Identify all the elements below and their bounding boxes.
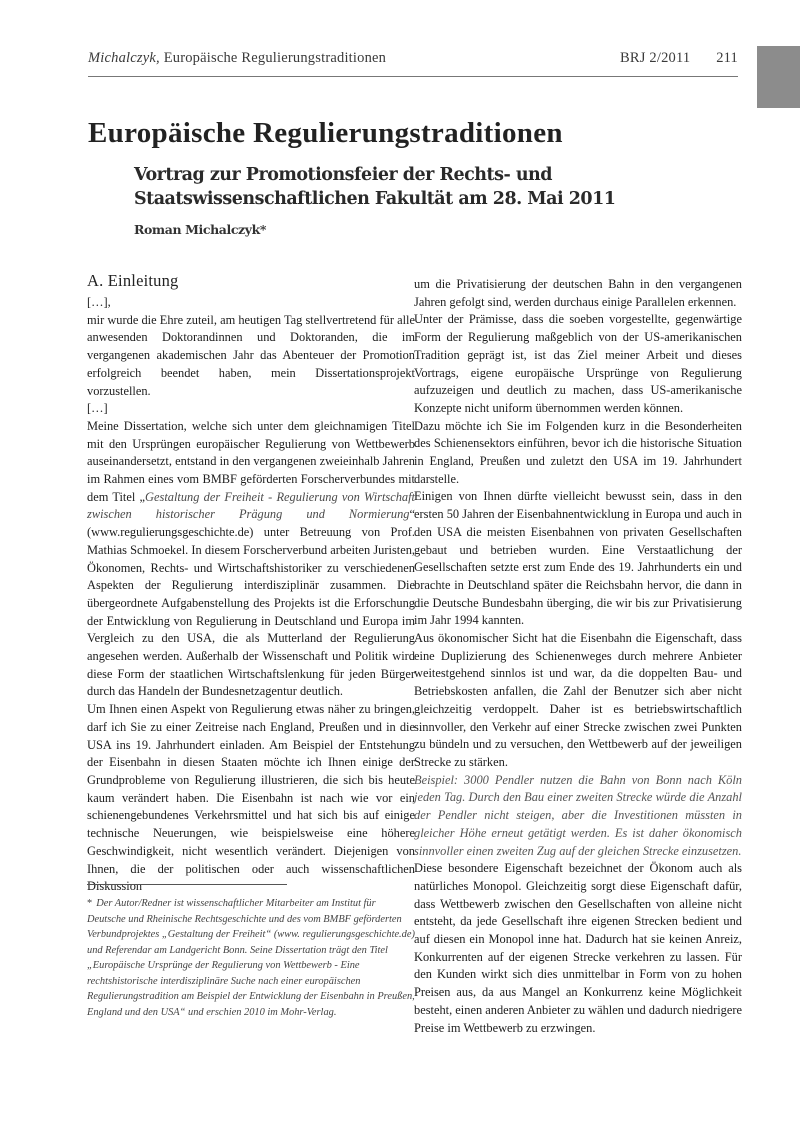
article-byline: Roman Michalczyk* <box>134 222 266 237</box>
footnote-mark: * <box>87 898 93 909</box>
header-author: Michalczyk, <box>88 50 160 66</box>
example-paragraph: Beispiel: 3000 Pendler nutzen die Bahn von Bonn nach Köln jeden Tag. Durch den Bau einer zweiten Strecke würde die Anzahl der Pendler nicht steigen, aber die Investitionen müssten in gleicher Höhe erneut getätigt werden. Es ist daher ökonomisch sinnvoller einen zweiten Zug auf der gleichen Strecke einzusetzen. <box>414 772 742 858</box>
right-column <box>414 276 742 1037</box>
ellipsis-2: […] <box>87 401 108 416</box>
paragraph-economics: Aus ökonomischer Sicht hat die Eisenbahn die Eigenschaft, dass eine Duplizierung des Schienenweges durch mehrere Anbieter weitestgehend sinnlos ist und war, da die doppelten Bau- und Betriebskosten anfallen, die Zahl der Benutzer sich aber nicht gleichzeitig verdoppelt. Daher ist es betriebswirtschaftlich sinnvoller, den Verkehr auf einer Strecke zwischen zwei Punkten zu bündeln und zu versuchen, den Wettbewerb auf der jeweiligen Strecke zu stärken. <box>414 631 742 769</box>
left-column <box>87 270 415 896</box>
paragraph-time-travel: Um Ihnen einen Aspekt von Regulierung etwas näher zu bringen, darf ich Sie zu einer Zeitreise nach England, Preußen und in die USA ins 19. Jahrhundert einladen. Am Beispiel der Entstehung der Eisenbahn in diesen Staaten möchte ich Ihnen einige der Grundprobleme von Regulierung illustrieren, die sich bis heute kaum verändert haben. Die Eisenbahn ist nach wie vor ein schienengebundenes Verkehrsmittel und hat sich bis auf einige technische Neuerungen, wie beispielsweise eine höhere Geschwindigkeit, nicht wesentlich verändert. Diejenigen von Ihnen, die der politischen oder auch wissenschaftlichen Diskussion <box>87 702 415 894</box>
paragraph-dissertation-start: Meine Dissertation, welche sich unter dem gleichnamigen Titel mit den Ursprüngen europäischer Regulierung von Wettbewerb auseinandersetzt, entstand in den vergangenen zweieinhalb Jahren im Rahmen eines vom BMBF geförderten Forscherverbundes mit dem Titel „ <box>87 418 415 504</box>
journal-issue: BRJ 2/2011 <box>620 50 691 66</box>
footnote-rule <box>87 884 287 885</box>
page-edge-tab <box>757 46 800 108</box>
paragraph-dissertation <box>87 418 415 701</box>
paragraph-intro: mir wurde die Ehre zuteil, am heutigen Tag stellvertretend für alle anwesenden Doktorandinnen und Doktoranden, die im vergangenen akademischen Jahr das Abenteuer der Promotion erfolgreich beendet haben, mein Dissertationsprojekt vorzustellen. <box>87 312 415 398</box>
footnote <box>87 896 415 1020</box>
section-heading: A. Einleitung <box>87 271 179 290</box>
paragraph-outline: Dazu möchte ich Sie im Folgenden kurz in die Besonderheiten des Schienensektors einführen, bevor ich die historische Situation in England, Preußen und zuletzt den USA im 19. Jahrhundert darstelle. <box>414 418 742 486</box>
header-short-title: Europäische Regulierungstraditionen <box>163 50 387 66</box>
running-header <box>88 50 738 74</box>
ellipsis-1: […], <box>87 295 111 309</box>
paragraph-dissertation-end: “ (www.regulierungsgeschichte.de) unter Betreuung von Prof. Mathias Schmoekel. In diesem Forscherverbund arbeiten Juristen, Ökonomen, Rechts- und Wirtschaftshistoriker zu verschiedenen Aspekten der Regulierung interdisziplinär zusammen. Die übergeordnete Aufgabenstellung des Projekts ist die Erforschung der Entwicklung von Regulierung in Deutschland und Europa im Vergleich zu den USA, die als Mutterland der Regulierung angesehen werden. Außerhalb der Wissenschaft und Politik wird diese Form der staatlichen Wirtschaftslenkung für jeden Bürger durch das Handeln der Bundesnetzagentur deutlich. <box>87 507 415 699</box>
header-right <box>598 50 738 67</box>
project-title: Gestaltung der Freiheit - Regulierung von Wirtschaft zwischen historischer Prägung und Normierung <box>87 489 415 522</box>
page-number: 211 <box>716 50 738 66</box>
paragraph-premise: Unter der Prämisse, dass die soeben vorgestellte, gegenwärtige Form der Regulierung maßgeblich von der US-amerikanischen Tradition geprägt ist, ist das Ziel meiner Arbeit und dieses Vortrags, eigene europäische Ursprünge von Regulierung aufzuzeigen und deutlich zu machen, dass US-amerikanische Konzepte nicht uniform übernommen werden können. <box>414 312 742 415</box>
header-rule <box>88 76 738 77</box>
paragraph-history: Einigen von Ihnen dürfte vielleicht bewusst sein, dass in den ersten 50 Jahren der Eisenbahnentwicklung in Europa und auch in den USA die meisten Eisenbahnen von privaten Gesellschaften gebaut und betrieben wurden. Eine Verstaatlichung der Gesellschaften setzte erst zum Ende des 19. Jahrhunderts ein und brachte in Deutschland später die Reichsbahn hervor, die dann in die Deutsche Bundesbahn überging, die wir bis zur Privatisierung im Jahr 1994 kannten. <box>414 489 742 628</box>
article-subtitle: Vortrag zur Promotionsfeier der Rechts- und Staatswissenschaftlichen Fakultät am 28. Mai 2011 <box>134 165 616 209</box>
paragraph-monopoly: Diese besondere Eigenschaft bezeichnet der Ökonom auch als natürliches Monopol. Gleichzeitig sorgt diese Eigenschaft dafür, dass Wettbewerb zwischen den Gesellschaften von alleine nicht entsteht, da jede Gesellschaft ihre eigenen Strecken bedient und auf diesen ein Monopol inne hat. Dadurch hat sie keinen Anreiz, Konkurrenten auf der eigenen Strecke verkehren zu lassen. Für den Kunden wirkt sich dies unmittelbar in Form von zu hohen Preisen aus, da aus Mangel an Konkurrenz keine Möglichkeit besteht, einen anderen Anbieter zu wählen und dadurch niedrigere Preise im Wettbewerb zu erzwingen. <box>414 861 742 1035</box>
paragraph-privatisation: um die Privatisierung der deutschen Bahn in den vergangenen Jahren gefolgt sind, werden durchaus einige Parallelen erkennen. <box>414 277 742 309</box>
article-title: Europäische Regulierungstraditionen <box>88 117 563 149</box>
footnote-text: Der Autor/Redner ist wissenschaftlicher Mitarbeiter am Institut für Deutsche und Rheinische Rechtsgeschichte und des vom BMBF geförderten Verbundprojektes „Gestaltung der Freiheit“ (www. regulierungsgeschichte.de) und Referendar am Landgericht Bonn. Seine Dissertation trägt den Titel „Europäische Ursprünge der Regulierung von Wettbewerb - Eine rechtshistorische interdisziplinäre Suche nach einer europäischen Regulierungstradition am Beispiel der Entwicklung der Eisenbahn in Preußen, England und den USA“ und erschien 2010 im Mohr-Verlag. <box>87 898 415 1018</box>
